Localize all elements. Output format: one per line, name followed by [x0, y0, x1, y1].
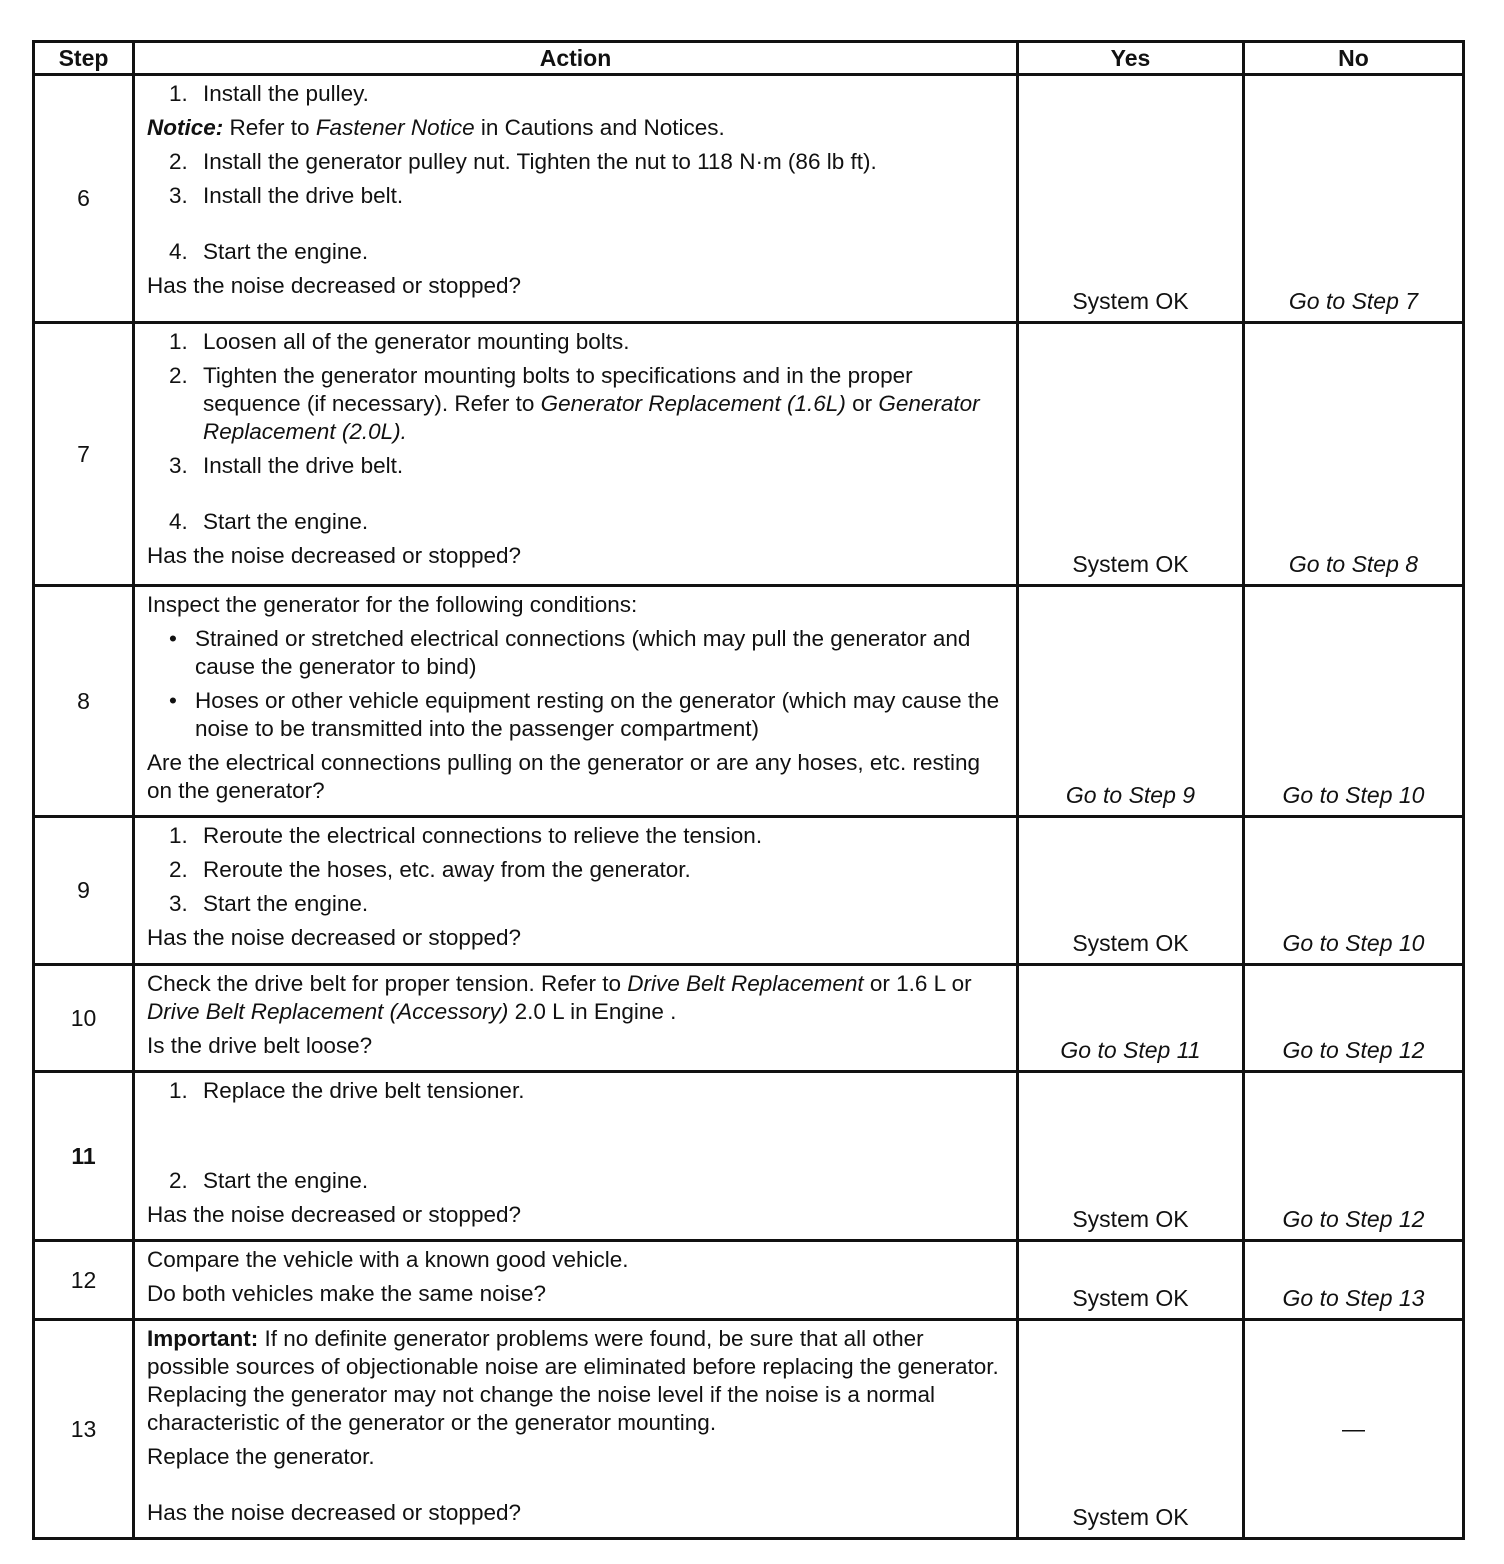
action-item — [147, 182, 1006, 210]
yes-result: System OK — [1072, 551, 1189, 577]
no-cell — [1244, 586, 1464, 817]
item-number: 2. — [169, 149, 188, 174]
item-text: Install the drive belt. — [203, 453, 404, 478]
diagnostic-table — [32, 40, 1465, 1540]
yes-cell — [1018, 323, 1244, 586]
header-yes: Yes — [1018, 42, 1244, 75]
yes-result: Go to Step 9 — [1065, 782, 1196, 808]
action-text-part: or 1.6 L or — [863, 971, 972, 996]
item-text: Start the engine. — [203, 891, 369, 916]
table-row — [34, 323, 1464, 586]
item-number: 2. — [169, 1168, 188, 1193]
action-text-part: 2.0 L in Engine . — [508, 999, 677, 1024]
item-text: Reroute the hoses, etc. away from the generator. — [203, 857, 691, 882]
item-number: 1. — [169, 329, 188, 354]
action-bullet — [147, 687, 1006, 743]
step-number: 13 — [34, 1320, 134, 1539]
no-result: — — [1342, 1415, 1365, 1442]
yes-result: System OK — [1072, 288, 1189, 314]
step-number: 7 — [34, 323, 134, 586]
yes-cell — [1018, 965, 1244, 1072]
action-cell — [134, 75, 1018, 323]
action-intro: Inspect the generator for the following conditions: — [147, 592, 638, 617]
action-item — [147, 362, 1006, 446]
table-row — [34, 817, 1464, 965]
bullet-icon: • — [169, 626, 177, 651]
action-question: Has the noise decreased or stopped? — [147, 543, 521, 568]
notice-reference: Fastener Notice — [315, 115, 475, 140]
action-text: Replace the generator. — [147, 1444, 375, 1469]
action-item — [147, 452, 1006, 480]
action-cell — [134, 1320, 1018, 1539]
item-text: Tighten the generator mounting bolts to specifications and in the proper sequence (if necessary). Refer to — [203, 363, 913, 416]
action-item — [147, 822, 1006, 850]
notice — [147, 114, 1006, 142]
item-number: 1. — [169, 81, 188, 106]
no-cell — [1244, 323, 1464, 586]
action-cell — [134, 323, 1018, 586]
table-row — [34, 1320, 1464, 1539]
action-question: Has the noise decreased or stopped? — [147, 1202, 521, 1227]
action-item — [147, 856, 1006, 884]
action-bullet — [147, 625, 1006, 681]
item-number: 2. — [169, 857, 188, 882]
action-item — [147, 328, 1006, 356]
action-question: Do both vehicles make the same noise? — [147, 1281, 546, 1306]
no-result: Go to Step 12 — [1282, 1206, 1425, 1232]
notice-text: Refer to — [223, 115, 316, 140]
item-text: Start the engine. — [203, 239, 369, 264]
step-number: 8 — [34, 586, 134, 817]
important-text: If no definite generator problems were found, be sure that all other possible sources of objectionable noise are eliminated before replacing the generator. Replacing the generator may not change the noise level if the noise is a normal characteristic of the generator or the generator mounting. — [147, 1326, 999, 1435]
action-item — [147, 1167, 1006, 1195]
action-item — [147, 890, 1006, 918]
action-cell — [134, 586, 1018, 817]
yes-cell — [1018, 817, 1244, 965]
notice-label: Notice: — [147, 115, 224, 140]
item-text: Install the pulley. — [203, 81, 369, 106]
item-reference: Generator Replacement (2.0L). — [203, 391, 980, 444]
item-text: Start the engine. — [203, 509, 369, 534]
step-number: 11 — [34, 1072, 134, 1241]
table-row — [34, 1241, 1464, 1320]
table-row — [34, 1072, 1464, 1241]
yes-result: System OK — [1072, 1206, 1189, 1232]
header-step: Step — [34, 42, 134, 75]
table-row — [34, 75, 1464, 323]
action-item — [147, 80, 1006, 108]
no-result: Go to Step 7 — [1288, 288, 1419, 314]
item-number: 3. — [169, 453, 188, 478]
yes-cell — [1018, 586, 1244, 817]
bullet-text: Strained or stretched electrical connections (which may pull the generator and cause the generator to bind) — [195, 626, 971, 679]
action-text — [147, 970, 1006, 1026]
action-item — [147, 148, 1006, 176]
no-result: Go to Step 8 — [1288, 551, 1419, 577]
action-cell — [134, 817, 1018, 965]
yes-cell — [1018, 75, 1244, 323]
yes-cell — [1018, 1320, 1244, 1539]
step-number: 12 — [34, 1241, 134, 1320]
yes-cell — [1018, 1241, 1244, 1320]
bullet-text: Hoses or other vehicle equipment resting on the generator (which may cause the noise to be transmitted into the passenger compartment) — [195, 688, 1000, 741]
action-cell — [134, 1241, 1018, 1320]
no-cell — [1244, 965, 1464, 1072]
no-result: Go to Step 10 — [1282, 930, 1425, 956]
table-row — [34, 586, 1464, 817]
no-result: Go to Step 13 — [1282, 1285, 1425, 1311]
action-text-part: Check the drive belt for proper tension. Refer to — [147, 971, 628, 996]
bullet-icon: • — [169, 688, 177, 713]
item-text: Start the engine. — [203, 1168, 369, 1193]
item-text: or — [845, 391, 879, 416]
header-row — [34, 42, 1464, 75]
item-number: 2. — [169, 363, 188, 388]
action-item — [147, 1077, 1006, 1105]
item-text: Replace the drive belt tensioner. — [203, 1078, 525, 1103]
no-cell — [1244, 1241, 1464, 1320]
item-reference: Generator Replacement (1.6L) — [540, 391, 846, 416]
item-text: Install the drive belt. — [203, 183, 404, 208]
important-note — [147, 1325, 1006, 1437]
action-reference: Drive Belt Replacement (Accessory) — [147, 999, 509, 1024]
table-row — [34, 965, 1464, 1072]
no-cell — [1244, 1320, 1464, 1539]
step-number: 10 — [34, 965, 134, 1072]
action-reference: Drive Belt Replacement — [627, 971, 864, 996]
yes-result: Go to Step 11 — [1060, 1037, 1201, 1063]
no-result: Go to Step 12 — [1282, 1037, 1425, 1063]
action-text: Compare the vehicle with a known good vehicle. — [147, 1247, 629, 1272]
action-question: Has the noise decreased or stopped? — [147, 1500, 521, 1525]
yes-result: System OK — [1072, 930, 1189, 956]
step-number: 9 — [34, 817, 134, 965]
action-cell — [134, 965, 1018, 1072]
item-number: 3. — [169, 183, 188, 208]
action-item — [147, 508, 1006, 536]
no-cell — [1244, 817, 1464, 965]
item-text: Install the generator pulley nut. Tighten the nut to 118 N·m (86 lb ft). — [203, 149, 877, 174]
item-number: 3. — [169, 891, 188, 916]
yes-result: System OK — [1072, 1504, 1189, 1530]
yes-cell — [1018, 1072, 1244, 1241]
yes-result: System OK — [1072, 1285, 1189, 1311]
no-cell — [1244, 75, 1464, 323]
action-item — [147, 238, 1006, 266]
no-result: Go to Step 10 — [1282, 782, 1425, 808]
item-text: Loosen all of the generator mounting bolts. — [203, 329, 630, 354]
header-no: No — [1244, 42, 1464, 75]
notice-text: in Cautions and Notices. — [474, 115, 725, 140]
item-number: 4. — [169, 509, 188, 534]
no-cell — [1244, 1072, 1464, 1241]
action-question: Has the noise decreased or stopped? — [147, 273, 521, 298]
step-number: 6 — [34, 75, 134, 323]
action-question: Is the drive belt loose? — [147, 1033, 373, 1058]
action-question: Are the electrical connections pulling on the generator or are any hoses, etc. resting on the generator? — [147, 750, 980, 803]
header-action: Action — [134, 42, 1018, 75]
item-number: 1. — [169, 1078, 188, 1103]
item-number: 1. — [169, 823, 188, 848]
important-label: Important: — [147, 1326, 259, 1351]
item-number: 4. — [169, 239, 188, 264]
action-question: Has the noise decreased or stopped? — [147, 925, 521, 950]
item-text: Reroute the electrical connections to relieve the tension. — [203, 823, 763, 848]
action-cell — [134, 1072, 1018, 1241]
